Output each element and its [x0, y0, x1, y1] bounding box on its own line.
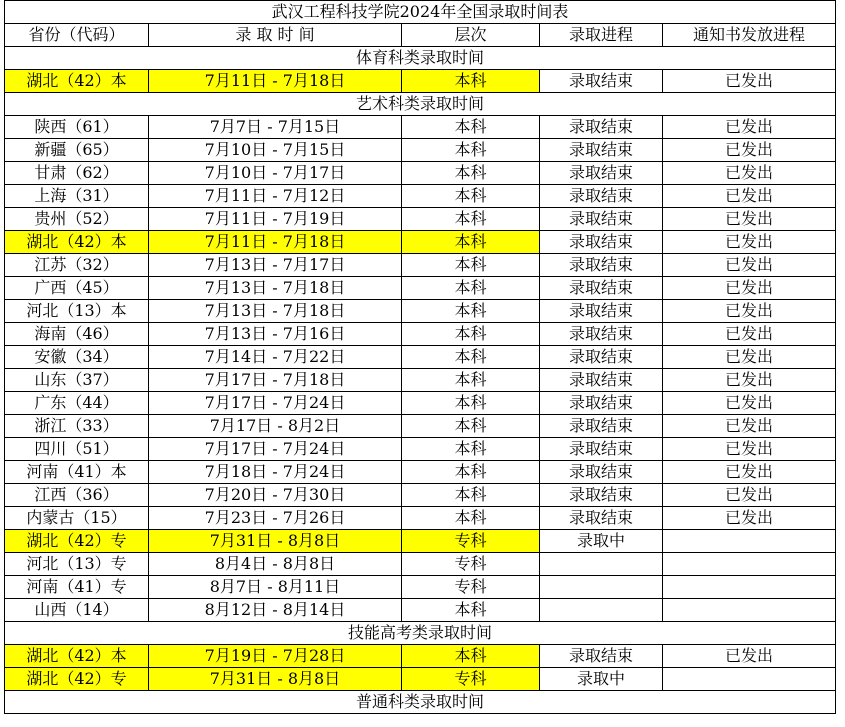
header-row [5, 24, 836, 47]
table-row [5, 461, 836, 484]
table-row [5, 162, 836, 185]
cell-time: 7月11日 - 7月18日 [149, 70, 402, 93]
cell-notice: 已发出 [663, 185, 836, 208]
cell-notice: 已发出 [663, 415, 836, 438]
cell-status: 录取结束 [540, 70, 663, 93]
cell-notice: 已发出 [663, 346, 836, 369]
cell-status: 录取结束 [540, 507, 663, 530]
cell-notice: 已发出 [663, 369, 836, 392]
table-row [5, 438, 836, 461]
cell-status: 录取结束 [540, 185, 663, 208]
cell-level: 专科 [402, 553, 540, 576]
cell-status: 录取中 [540, 668, 663, 691]
table-row [5, 300, 836, 323]
cell-province: 河北（13）专 [5, 553, 149, 576]
cell-status: 录取结束 [540, 277, 663, 300]
table-row [5, 415, 836, 438]
cell-time: 7月11日 - 7月18日 [149, 231, 402, 254]
cell-time: 7月7日 - 7月15日 [149, 116, 402, 139]
cell-time: 7月10日 - 7月17日 [149, 162, 402, 185]
table-row [5, 599, 836, 622]
cell-level: 本科 [402, 599, 540, 622]
cell-time: 7月11日 - 7月19日 [149, 208, 402, 231]
cell-province: 河南（41）本 [5, 461, 149, 484]
cell-status [540, 599, 663, 622]
cell-status [540, 576, 663, 599]
cell-level: 本科 [402, 277, 540, 300]
section-heading-row [5, 93, 836, 116]
cell-level: 本科 [402, 438, 540, 461]
header-province: 省份（代码） [5, 24, 149, 47]
cell-level: 本科 [402, 461, 540, 484]
cell-time: 7月13日 - 7月18日 [149, 277, 402, 300]
table-row [5, 346, 836, 369]
cell-level: 本科 [402, 507, 540, 530]
cell-time: 8月12日 - 8月14日 [149, 599, 402, 622]
cell-time: 7月31日 - 8月8日 [149, 530, 402, 553]
table-row [5, 668, 836, 691]
cell-level: 本科 [402, 116, 540, 139]
table-title: 武汉工程科技学院2024年全国录取时间表 [5, 1, 836, 24]
cell-status: 录取结束 [540, 300, 663, 323]
section-heading: 艺术科类录取时间 [5, 93, 836, 116]
cell-notice [663, 576, 836, 599]
cell-status: 录取结束 [540, 231, 663, 254]
cell-province: 山西（14） [5, 599, 149, 622]
cell-notice [663, 668, 836, 691]
cell-status: 录取结束 [540, 461, 663, 484]
cell-province: 湖北（42）专 [5, 530, 149, 553]
cell-province: 湖北（42）专 [5, 668, 149, 691]
cell-level: 本科 [402, 300, 540, 323]
section-heading-row [5, 47, 836, 70]
cell-status: 录取结束 [540, 392, 663, 415]
cell-province: 河南（41）专 [5, 576, 149, 599]
table-row [5, 484, 836, 507]
cell-status: 录取结束 [540, 162, 663, 185]
table-row [5, 208, 836, 231]
cell-status: 录取结束 [540, 415, 663, 438]
cell-province: 浙江（33） [5, 415, 149, 438]
cell-province: 四川（51） [5, 438, 149, 461]
cell-province: 江苏（32） [5, 254, 149, 277]
cell-time: 7月17日 - 7月24日 [149, 392, 402, 415]
cell-notice: 已发出 [663, 208, 836, 231]
cell-level: 本科 [402, 185, 540, 208]
cell-notice: 已发出 [663, 277, 836, 300]
cell-level: 本科 [402, 70, 540, 93]
header-notice: 通知书发放进程 [663, 24, 836, 47]
cell-time: 7月17日 - 8月2日 [149, 415, 402, 438]
table-row [5, 553, 836, 576]
table-row [5, 530, 836, 553]
table-row [5, 323, 836, 346]
cell-province: 江西（36） [5, 484, 149, 507]
cell-status: 录取结束 [540, 116, 663, 139]
cell-notice: 已发出 [663, 162, 836, 185]
cell-notice: 已发出 [663, 231, 836, 254]
table-row [5, 185, 836, 208]
cell-status: 录取结束 [540, 323, 663, 346]
cell-time: 7月31日 - 8月8日 [149, 668, 402, 691]
cell-status: 录取结束 [540, 346, 663, 369]
section-heading: 体育科类录取时间 [5, 47, 836, 70]
cell-province: 新疆（65） [5, 139, 149, 162]
cell-level: 本科 [402, 208, 540, 231]
cell-notice: 已发出 [663, 323, 836, 346]
cell-time: 8月4日 - 8月8日 [149, 553, 402, 576]
cell-time: 7月17日 - 7月24日 [149, 438, 402, 461]
table-row [5, 116, 836, 139]
cell-time: 7月20日 - 7月30日 [149, 484, 402, 507]
cell-level: 本科 [402, 231, 540, 254]
cell-notice: 已发出 [663, 139, 836, 162]
cell-level: 本科 [402, 323, 540, 346]
cell-province: 广东（44） [5, 392, 149, 415]
cell-province: 湖北（42）本 [5, 70, 149, 93]
cell-province: 上海（31） [5, 185, 149, 208]
cell-time: 7月18日 - 7月24日 [149, 461, 402, 484]
header-time: 录 取 时 间 [149, 24, 402, 47]
cell-time: 7月13日 - 7月16日 [149, 323, 402, 346]
cell-level: 本科 [402, 139, 540, 162]
cell-notice: 已发出 [663, 507, 836, 530]
table-row [5, 231, 836, 254]
cell-province: 湖北（42）本 [5, 231, 149, 254]
table-row [5, 392, 836, 415]
cell-level: 本科 [402, 645, 540, 668]
table-row [5, 507, 836, 530]
cell-province: 安徽（34） [5, 346, 149, 369]
cell-province: 甘肃（62） [5, 162, 149, 185]
cell-notice: 已发出 [663, 438, 836, 461]
cell-province: 贵州（52） [5, 208, 149, 231]
table-row [5, 369, 836, 392]
cell-status: 录取结束 [540, 254, 663, 277]
cell-status: 录取结束 [540, 139, 663, 162]
table-row [5, 139, 836, 162]
cell-notice: 已发出 [663, 461, 836, 484]
cell-level: 本科 [402, 484, 540, 507]
cell-notice: 已发出 [663, 645, 836, 668]
cell-time: 7月13日 - 7月17日 [149, 254, 402, 277]
cell-province: 陕西（61） [5, 116, 149, 139]
cell-level: 本科 [402, 346, 540, 369]
cell-status: 录取结束 [540, 645, 663, 668]
table-title-row [5, 1, 836, 24]
cell-time: 8月7日 - 8月11日 [149, 576, 402, 599]
cell-notice: 已发出 [663, 116, 836, 139]
admission-schedule-table [4, 0, 836, 714]
table-row [5, 576, 836, 599]
header-status: 录取进程 [540, 24, 663, 47]
cell-time: 7月13日 - 7月18日 [149, 300, 402, 323]
cell-notice: 已发出 [663, 392, 836, 415]
section-heading: 技能高考类录取时间 [5, 622, 836, 645]
cell-province: 广西（45） [5, 277, 149, 300]
section-heading-row [5, 691, 836, 714]
cell-level: 本科 [402, 415, 540, 438]
cell-time: 7月11日 - 7月12日 [149, 185, 402, 208]
cell-level: 本科 [402, 162, 540, 185]
cell-status: 录取中 [540, 530, 663, 553]
cell-notice [663, 553, 836, 576]
cell-time: 7月14日 - 7月22日 [149, 346, 402, 369]
section-heading-row [5, 622, 836, 645]
cell-time: 7月23日 - 7月26日 [149, 507, 402, 530]
cell-level: 本科 [402, 369, 540, 392]
cell-status: 录取结束 [540, 484, 663, 507]
cell-time: 7月17日 - 7月18日 [149, 369, 402, 392]
section-heading: 普通科类录取时间 [5, 691, 836, 714]
cell-level: 本科 [402, 254, 540, 277]
table-row [5, 254, 836, 277]
cell-level: 专科 [402, 530, 540, 553]
cell-status: 录取结束 [540, 369, 663, 392]
cell-level: 专科 [402, 668, 540, 691]
cell-level: 专科 [402, 576, 540, 599]
cell-province: 内蒙古（15） [5, 507, 149, 530]
cell-status: 录取结束 [540, 208, 663, 231]
cell-notice [663, 530, 836, 553]
cell-level: 本科 [402, 392, 540, 415]
cell-notice: 已发出 [663, 300, 836, 323]
header-level: 层次 [402, 24, 540, 47]
cell-province: 山东（37） [5, 369, 149, 392]
cell-notice: 已发出 [663, 484, 836, 507]
table-row [5, 70, 836, 93]
cell-time: 7月19日 - 7月28日 [149, 645, 402, 668]
cell-notice: 已发出 [663, 254, 836, 277]
table-row [5, 277, 836, 300]
cell-status [540, 553, 663, 576]
cell-notice [663, 599, 836, 622]
cell-province: 河北（13）本 [5, 300, 149, 323]
cell-province: 海南（46） [5, 323, 149, 346]
cell-time: 7月10日 - 7月15日 [149, 139, 402, 162]
cell-notice: 已发出 [663, 70, 836, 93]
cell-status: 录取结束 [540, 438, 663, 461]
cell-province: 湖北（42）本 [5, 645, 149, 668]
table-row [5, 645, 836, 668]
